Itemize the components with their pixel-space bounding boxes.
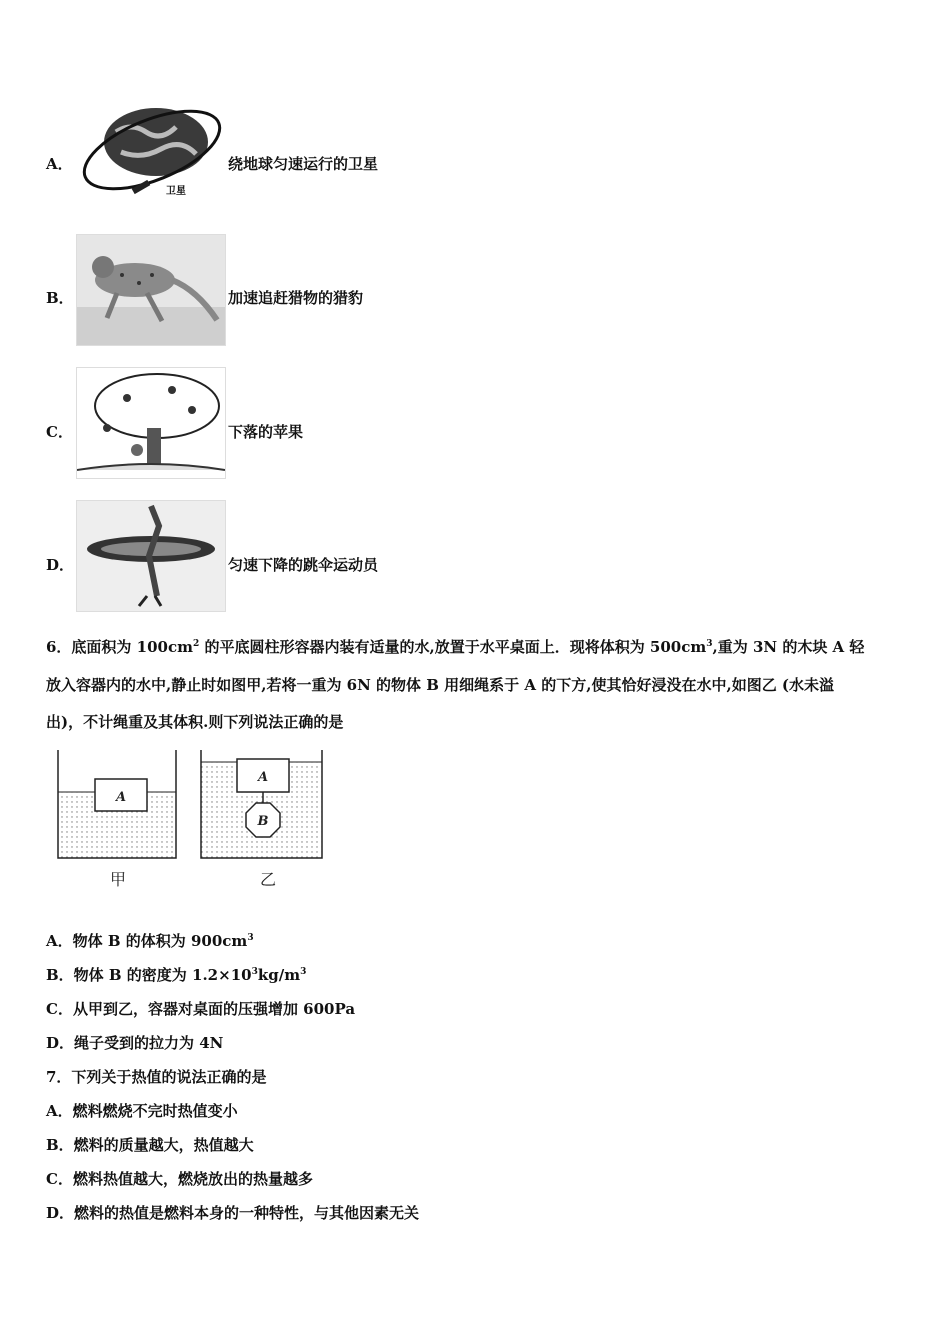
q5-option-a-letter: A． [46, 155, 73, 173]
q6-figure [50, 745, 330, 890]
q5-option-c-letter: C． [46, 423, 73, 441]
satellite-label: 卫星 [166, 186, 186, 197]
q5-option-c-caption: 下落的苹果 [228, 423, 304, 441]
figure-label-jia: 甲 [109, 870, 127, 889]
q6-option-b: B．物体 B 的密度为 $1.2\times 10^3kg/m^3$ [46, 966, 307, 984]
q6-option-c: C．从甲到乙，容器对桌面的压强增加 600Pa [46, 1000, 356, 1018]
q7-option-a: A．燃料燃烧不完时热值变小 [46, 1102, 238, 1120]
q7-stem: 7．下列关于热值的说法正确的是 [46, 1068, 267, 1086]
block-a-label-left: A [115, 790, 127, 805]
figure-label-yi: 乙 [259, 870, 277, 889]
q5-option-a-caption: 绕地球匀速运行的卫星 [228, 155, 379, 173]
q6-stem-line-3: 出)，不计绳重及其体积.则下列说法正确的是 [46, 713, 344, 731]
q7-option-c: C．燃料热值越大，燃烧放出的热量越多 [46, 1170, 313, 1188]
q6-option-a: A．物体 B 的体积为 $900cm^3$ [46, 932, 254, 950]
q7-option-d: D．燃料的热值是燃料本身的一种特性，与其他因素无关 [46, 1204, 420, 1222]
q6-option-d: D．绳子受到的拉力为 4N [46, 1034, 224, 1052]
cheetah-image [76, 234, 226, 346]
apple-tree-image [76, 367, 226, 479]
satellite-earth-image [76, 102, 224, 206]
q5-option-b-caption: 加速追赶猎物的猎豹 [228, 289, 364, 307]
q6-stem-line-1: 6．底面积为 $100cm^2$ 的平底圆柱形容器内装有适量的水,放置于水平桌面上．现将体积为 $500cm^3$,重为 3N 的木块 A 轻 [46, 638, 865, 656]
block-a-label-right: A [257, 770, 269, 785]
q7-option-b: B．燃料的质量越大，热值越大 [46, 1136, 254, 1154]
block-b-label: B [257, 814, 269, 829]
q6-stem-line-2: 放入容器内的水中,静止时如图甲,若将一重为 6N 的物体 B 用细绳系于 A 的下方,使其恰好浸没在水中,如图乙 (水未溢 [46, 676, 835, 694]
parachutist-image [76, 500, 226, 612]
q5-option-d-caption: 匀速下降的跳伞运动员 [228, 556, 379, 574]
q5-option-b-letter: B． [46, 289, 74, 307]
q5-option-d-letter: D． [46, 556, 75, 574]
